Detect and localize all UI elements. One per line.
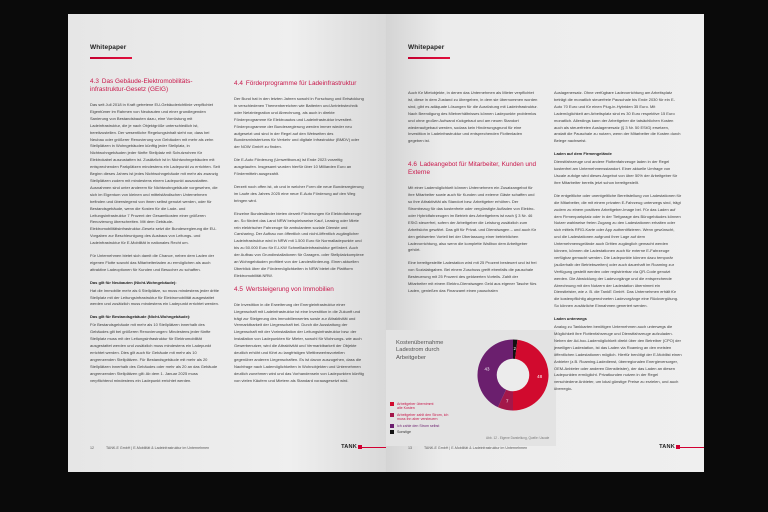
header-accent-line [90, 57, 132, 59]
legend-swatch [390, 424, 394, 428]
donut-hole [497, 359, 530, 392]
subsection-bestandsgebaeude [90, 314, 220, 384]
subsection-text: Für Bestandsgebäude mit mehr als 10 Stellplätzen innerhalb des Gebäudes gilt bei größeren Renovierungen: Mindestens jeder fünfte Stellplatz muss mit der Leitungsinfrastruktur für Elektromobilität ausgestattet werden und zusätzlich muss mindestens ein Ladepunkt errichtet werden. Dies gilt auch für Gebäude mit mehr als 10 angrenzenden Stellplätzen. Für Bestandsgebäude mit mehr als 20 Stellplätzen innerhalb des Gebäudes oder mehr als 20 an das Gebäude angrenzenden Stellplätzen gilt: Ab dem 1. Januar 2025 muss verpflichtend mindestens ein Ladepunkt errichtet werden. [90, 322, 218, 383]
slice-value-label: 43 [484, 366, 490, 372]
legend-swatch [390, 413, 394, 417]
brand-accent-line [680, 447, 704, 448]
legend-item [390, 402, 457, 411]
section-number: 4.5 [234, 285, 243, 293]
right-page [386, 14, 704, 472]
brand-logo [659, 444, 680, 450]
chart-title: Kostenübernahme Ladestrom durch Arbeitgeber [396, 340, 444, 361]
paragraph: Auch für Mietobjekte, in denen das Unternehmen als Mieter verpflichtet ist, diese in dem Zustand zu übergeben, in dem sie übernommen worden sind, gibt es adäquate Lösungen für die Ausrüstung mit Ladeinfrastruktur. Nach Beendigung des Mietverhältnisses können Ladepunkte problemlos und ohne großen Aufwand rückgebaut und am neuen Standort wiederaufgebaut werden, sodass kein Hinderungsgrund für eine Investition in Ladeinfrastruktur und entsprechenden Flottenladen gegeben ist. [408, 90, 538, 144]
left-column-2 [234, 80, 364, 391]
legend-swatch [390, 402, 394, 406]
section-number: 4.6 [408, 161, 417, 169]
slice-value-label: 7 [505, 398, 509, 404]
subsection-title: Laden auf dem Firmengelände [554, 151, 612, 157]
section-heading-4-4 [234, 80, 364, 88]
page-number: 13 [408, 446, 412, 450]
paragraph: Die Investition in die Erweiterung der Energieinfrastruktur einer Liegenschaft mit Ladeinfrastruktur ist eine Investition in die Zukunft und trägt zur Steigerung des Immobilienwertes sowie zur Attraktivität und Vermarktbarkeit der Liegenschaft bei. Durch die Ausstattung der Liegenschaft mit der Vorinstallation der Leitungsinfrastruktur bzw. der Installation von Ladepunkten für Mieter, sowohl für Wohnungs- wie auch Gewerbenutzer, wird die Attraktivität und Vermarktbarkeit der Objekte deutlich erhöht und führt zu langfristigen Wettbewerbsvorteilen gegenüber anderen Liegenschaften. Es ist davon auszugehen, dass die Nachfrage nach Lademöglichkeiten in Wohnobjekten und Unternehmen deutlich zunehmen wird und das Vorhandensein von Ladepunkten künftig von vielen Käufern und Mietern als Standard vorausgesetzt wird. [234, 301, 364, 383]
subsection-unterwegs [554, 316, 682, 393]
section-title: Förderprogramme für Ladeinfrastruktur [245, 80, 357, 87]
paragraph: Einzelne Bundesländer bieten derzeit Förderungen für Elektrofahrzeuge an. So fördert das Land NRW beispielsweise Kauf, Leasing oder Miete rein elektrischer Fahrzeuge für ambulantem soziale Dienste und Carsharing. Der Aufbau von öffentlich und nicht-öffentlich zugänglicher Ladeinfrastruktur wird in NRW mit 1.500 Euro für Normalladepunkte und bis zu 50.000 Euro für E-LKW Schnellladeinfrastruktur gefördert. Auch der Aufbau von Grundinstallationen für Garagen- oder Stellplatzkomplexe an Wohngebäuden profitiert von der Landesförderung. Einen aktuellen Überblick über die Fördermöglichkeiten in NRW bietet die Plattform Elektromobilität.NRW. [234, 210, 364, 278]
donut-chart [476, 338, 550, 412]
subsection-neubauten [90, 280, 220, 309]
slice-value-label: 48 [537, 374, 543, 380]
legend-swatch [390, 430, 394, 434]
subsection-title: Das gilt für Bestandsgebäude (Nicht-Wohngebäude): [90, 314, 191, 320]
brand-logo [341, 444, 362, 450]
header-label: Whitepaper [90, 44, 127, 51]
subsection-text: Analog zu Tankkarten benötigen Unternehmen auch unterwegs die Möglichkeit ihre Flottenfahrzeuge und Dienstfahrzeuge aufzuladen. Neben der Ad-hoc-Lademöglichkeit direkt über den Betreiber (CPO) der jeweiligen Ladestation, ist das Laden via Roaming an den meisten öffentlichen Ladestationen möglich. Hierfür benötigt der E-Mobilist einen Anbieter (z.B. Roaming-Ladedienst, überregionalen Energieversorger, OEM-Anbieter oder anderen Dienstleister), der das Laden an diesen Ladepunkten ermöglicht. Privatkunden nutzen in der Regel verschiedene Anbieter, um lokal günstige Preise zu erzielen, und auch überregio- [554, 324, 682, 392]
header-accent-line [408, 57, 450, 59]
subsection-title: Laden unterwegs [554, 316, 587, 322]
paragraph: Die entgeltliche oder unentgeltliche Bereitstellung von Ladestationen für die Mitarbeiter, die mit einem privaten E-Fahrzeug unterwegs sind, trägt zudem zu einem positiven Arbeitgeber-Image bei. Für das Laden auf dem Firmenparkplatz oder in der Tiefgarage des Bürogebäudes können Nutzer wahlweise freien Zugang zu den Ladestationen erhalten oder sich mittels RFID-Karte oder App authentifizieren. Wenn gewünscht, und die Ladestationen aufgrund ihrer Lage auf dem Unternehmensgelände auch Dritten zugänglich gemacht werden können, können die Ladestationen auch für externe E-Fahrzeuge verfügbar gemacht werden. Die Ladepunkte können dazu temporär (außerhalb der Betriebszeiten) oder auch dauerhaft im Roaming zur Verfügung gestellt werden oder registrierbar via QR-Code genutzt werden. Die Abwicklung der Ladevorgänge und die entsprechende Abrechnung mit den Nutzern der Ladestation übernimmt ein Dienstleister, wie z. B. die TankE GmbH. Das Unternehmen erhält für die kostenpflichtig abgerechneten Ladevorgänge eine Rückvergütung. So können zusätzliche Einnahmen generiert werden. [554, 192, 682, 309]
paragraph: Eine bereitgestellte Ladestation wird mit 25 Prozent besteuert und ist frei von Sozialabgaben. Bei einem Zuschuss greift ebenfalls die pauschale Besteuerung mit 25 Prozent des geldwerten Vorteils. Zahlt der Mitarbeiter mit einem Elektro-Dienstwagen Geld aus eigener Tasche fürs Laden, genießen das Finanzamt einen pauschalen [408, 260, 537, 293]
paragraph: Das seit Juli 2018 in Kraft getretene EU-Gebäuderichtlinie verpflichtet Eigentümer im Rahmen von Neubauten und einer grundlegenden Sanierung von Bestandsbauten dazu, eine Vorrüstung mit Ladeinfrastruktur, die je nach Objektgröße unterschiedlich ist, bereitzustellen. Der wesentliche Regelungsinhalt sieht vor, dass bei Neubau oder größerer Renovierung von Gebäuden mit mehr als zehn Stellplätzen in Wohngebäuden künftig jeder Stellplatz, in Nichtwohngebäuden jeder fünfte Stellplatz mit Schutzrohren für Elektrokabel auszustatten ist. Zusätzlich ist in Nichtwohngebäuden mit entsprechenden Parkplätzen mindestens ein Ladepunkt zu errichten. Seit Beginn dieses Jahres ist jedes Nichtwohngebäude mit mehr als zwanzig Stellplätzen zudem mit mindestens einem Ladepunkt auszustatten. Ausnahmen sind unter anderem für Nichtwohngebäude vorgesehen, die sich im Eigentum von kleinen und mittelständischen Unternehmen befinden und überwiegend von ihnen selbst genutzt werden, oder für Bestandsgebäude, wenn die Kosten für die Lade- und Leitungsinfrastruktur 7 Prozent der Gesamtkosten einer größeren Renovierung überschreiten. Mit dem Gebäude-Elektromobilitätsinfrastruktur-Gesetz setzt die Bundesregierung die EU-Vorgaben zur Beschleunigung des Ausbaus von Leitungs- und Ladeinfrastruktur für E-Mobilität in nationales Recht um. [90, 102, 220, 246]
legend-label: Sonstige [397, 430, 411, 435]
page-number: 12 [90, 446, 94, 450]
right-column-2 [554, 90, 682, 399]
brand-accent-line [362, 447, 386, 448]
section-number: 4.3 [90, 78, 99, 85]
footer-text: TANK-E GmbH | E-Mobilität & Ladeinfrastruktur im Unternehmen [106, 446, 210, 450]
paragraph: Derzeit noch offen ist, ob und in welcher Form die neue Bundesregierung im Laufe des Jahres 2025 eine neue E-Auto Förderung auf den Weg bringen wird. [234, 183, 364, 203]
section-number: 4.4 [234, 80, 243, 87]
paragraph: Die E-Auto Förderung (Umweltbonus) ist Ende 2023 vorzeitig ausgelaufen. Insgesamt wurden hierfür über 10 Milliarden Euro an Fördermitteln ausgezahlt. [234, 157, 352, 177]
chart-caption: Abb. 12 - Eigene Darstellung, Quelle: Uscale [486, 436, 550, 440]
page-header [408, 44, 450, 59]
left-column-1 [90, 78, 220, 390]
subsection-text: Hat die Immobilie mehr als 6 Stellplätze, so muss mindestens jeder dritte Stellplatz mit der Leitungsinfrastruktur für Elektromobilität ausgestattet werden und zusätzlich muss mindestens ein Ladepunkt errichtet werden. [90, 287, 219, 307]
paragraph: Mit einer Lademöglichkeit können Unternehmen ein Zusatzangebot für ihre Mitarbeiter sowie auch für Kunden und externe Gäste schaffen und so ihre Attraktivität als Standort bzw. Arbeitgeber erhöhen. Der Strombezug für das kostenfreie oder vergünstigte Aufladen von Elektro- oder Hybridfahrzeugen im Betrieb des Arbeitgebers ist nach § 3 Nr. 46 EStG steuerfrei, sofern der Arbeitgeber die Leistung zusätzlich zum Arbeitslohn gewährt. Das gilt für Privat- und Dienstwagen – und auch für den geldwerten Vorteil bei der Überlassung einer betrieblichen Ladevorrichtung, also wenn die komplette Wallbox dem Arbeitgeber gehört. [408, 185, 537, 253]
paragraph: Für Unternehmen bietet sich damit die Chance, neben dem Laden der eigenen Flotte sowohl das Mitarbeiterladen zu ermöglichen als auch attraktive Ladeoptionen für Kunden und Besucher zu schaffen. [90, 253, 215, 272]
page-footer [408, 444, 704, 452]
legend-label: Arbeitgeber übernimmt alle Kosten [397, 402, 434, 411]
subsection-title: Das gilt für Neubauten (Nicht-Wohngebäude): [90, 279, 177, 285]
legend-item [390, 430, 457, 434]
footer-text: TANK-E GmbH | E-Mobilität & Ladeinfrastruktur im Unternehmen [424, 446, 528, 450]
brochure-spread [68, 14, 704, 472]
page-footer [90, 444, 386, 452]
brand-name: TANK [341, 444, 357, 450]
legend-item [390, 424, 457, 428]
left-page [68, 14, 386, 472]
slice-value-label: 2 [513, 345, 516, 351]
paragraph: Auslagenersatz. Ohne verfügbare Ladevorrichtung am Arbeitsplatz beträgt die monatlich steuerfreie Pauschale bis Ende 2030 für ein E-Auto 70 Euro und für einen Plug-in-Hybriden 35 Euro. Mit Lademöglichkeit am Arbeitsplatz sind es 30 Euro respektive 15 Euro monatlich. Allerdings kann der Arbeitgeber die tatsächlichen Kosten auch als steuerfreien Auslagenersatz (§ 3 Nr. 50 EStG) ersetzen, anstatt die Pauschale zu nutzen, wenn der Mitarbeiter die Kosten durch Belege nachweist. [554, 90, 681, 144]
chart-legend [390, 402, 457, 436]
brand-name: TANK [659, 444, 675, 450]
subsection-firmengelaende [554, 151, 682, 187]
section-title: Das Gebäude-Elektromobilitäts-infrastruktur-Gesetz (GEIG) [90, 78, 193, 93]
section-title: Ladeangebot für Mitarbeiter, Kunden und Externe [408, 161, 537, 177]
page-header [90, 44, 132, 59]
legend-item [390, 413, 457, 422]
legend-label: Ich zahle den Strom selbst [397, 423, 440, 428]
right-column-1 [408, 90, 538, 301]
section-title: Wertsteigerung von Immobilien [245, 285, 334, 293]
donut-chart-figure [386, 330, 556, 446]
section-heading-4-6 [408, 161, 538, 177]
subsection-text: Dienstfahrzeuge und andere Flottenfahrzeuge laden in der Regel kostenfrei am Unternehmensstandort. Einer aktuelle Umfrage von Uscale zufolge wird dieses Angebot von über 50% der Arbeitgeber für ihre Mitarbeiter bereits jetzt schon bereitgestellt. [554, 159, 678, 185]
section-heading-4-3 [90, 78, 220, 94]
header-label: Whitepaper [408, 44, 445, 51]
paragraph: Der Bund hat in den letzten Jahren sowohl in Forschung und Entwicklung in verschiedenen Themenbereichen wie Batterien und Antriebstechnik oder Netzintegration und Abrechnung, als auch in direkte Förderprogramme für Elektroautos und Ladeinfrastruktur investiert. Förderprogramme der Bundesregierung werden immer wieder neu aufgesetzt und sind in der Regel auf den Webseiten des Bundesministeriums für Verkehr und digitale Infrastruktur (BMDV) oder der NOW GmbH zu finden. [234, 96, 364, 150]
legend-label: Arbeitgeber zahlt den Strom, ich muss ihn aber versteuern [397, 412, 449, 422]
section-heading-4-5 [234, 286, 364, 294]
